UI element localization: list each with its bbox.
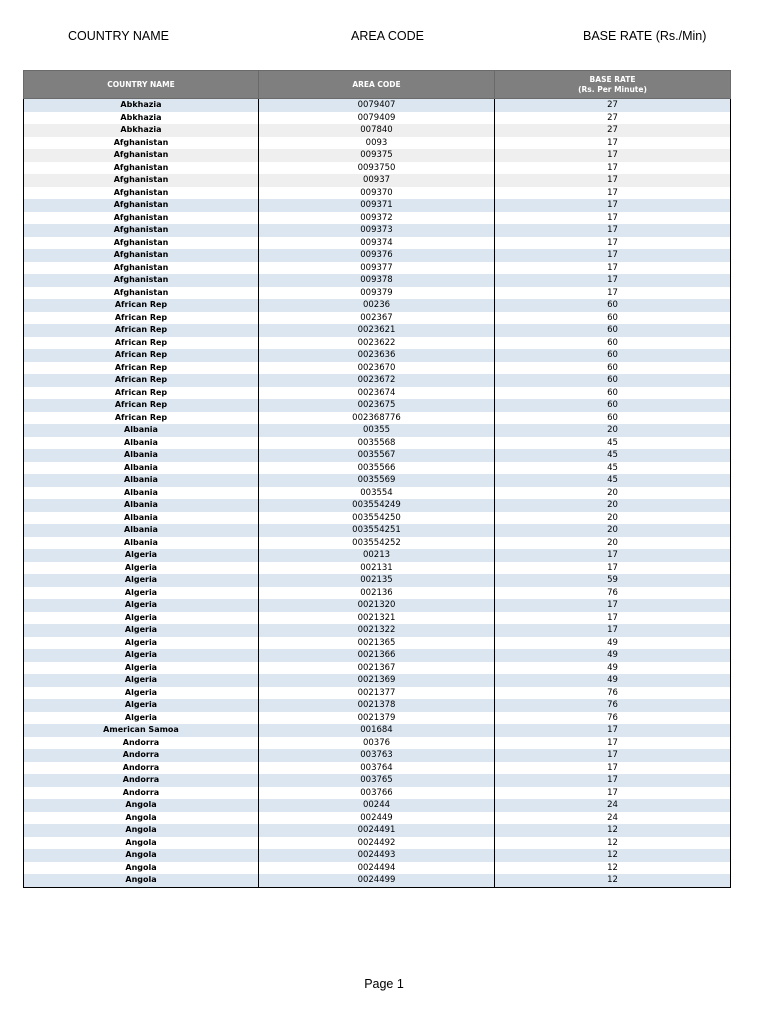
table-row xyxy=(24,199,731,212)
cell-base-rate: 76 xyxy=(495,699,731,712)
table-row xyxy=(24,712,731,725)
cell-country: Afghanistan xyxy=(24,287,259,300)
cell-country: Algeria xyxy=(24,624,259,637)
cell-country: Albania xyxy=(24,537,259,550)
column-header-row xyxy=(24,71,731,99)
cell-base-rate: 17 xyxy=(495,737,731,750)
table-row xyxy=(24,774,731,787)
cell-area-code: 0023622 xyxy=(259,337,495,350)
cell-area-code: 009377 xyxy=(259,262,495,275)
cell-area-code: 0021320 xyxy=(259,599,495,612)
rates-table xyxy=(23,70,731,888)
table-row xyxy=(24,624,731,637)
table-row xyxy=(24,262,731,275)
cell-base-rate: 17 xyxy=(495,187,731,200)
cell-area-code: 009372 xyxy=(259,212,495,225)
cell-area-code: 0024499 xyxy=(259,874,495,887)
cell-country: African Rep xyxy=(24,412,259,425)
cell-area-code: 003554250 xyxy=(259,512,495,525)
cell-country: Abkhazia xyxy=(24,99,259,112)
table-row xyxy=(24,849,731,862)
cell-area-code: 00937 xyxy=(259,174,495,187)
cell-base-rate: 12 xyxy=(495,862,731,875)
cell-country: Algeria xyxy=(24,549,259,562)
cell-base-rate: 17 xyxy=(495,749,731,762)
cell-country: Afghanistan xyxy=(24,262,259,275)
cell-base-rate: 49 xyxy=(495,637,731,650)
cell-country: Afghanistan xyxy=(24,187,259,200)
table-row xyxy=(24,99,731,112)
cell-country: Albania xyxy=(24,449,259,462)
cell-area-code: 0024493 xyxy=(259,849,495,862)
table-row xyxy=(24,787,731,800)
cell-base-rate: 12 xyxy=(495,849,731,862)
table-row xyxy=(24,124,731,137)
cell-base-rate: 59 xyxy=(495,574,731,587)
cell-country: Algeria xyxy=(24,637,259,650)
cell-country: Angola xyxy=(24,874,259,887)
cell-base-rate: 60 xyxy=(495,299,731,312)
cell-area-code: 0023674 xyxy=(259,387,495,400)
cell-country: African Rep xyxy=(24,337,259,350)
table-row xyxy=(24,287,731,300)
rates-table-body xyxy=(24,99,731,888)
cell-country: Angola xyxy=(24,824,259,837)
cell-base-rate: 60 xyxy=(495,337,731,350)
cell-country: Andorra xyxy=(24,787,259,800)
cell-base-rate: 17 xyxy=(495,787,731,800)
cell-base-rate: 17 xyxy=(495,624,731,637)
cell-base-rate: 17 xyxy=(495,774,731,787)
cell-base-rate: 17 xyxy=(495,599,731,612)
cell-area-code: 0024494 xyxy=(259,862,495,875)
table-row xyxy=(24,687,731,700)
cell-area-code: 002368776 xyxy=(259,412,495,425)
cell-area-code: 0021321 xyxy=(259,612,495,625)
cell-area-code: 002135 xyxy=(259,574,495,587)
table-row xyxy=(24,137,731,150)
cell-country: Algeria xyxy=(24,562,259,575)
cell-area-code: 009371 xyxy=(259,199,495,212)
cell-area-code: 0035569 xyxy=(259,474,495,487)
cell-country: Afghanistan xyxy=(24,224,259,237)
cell-area-code: 00355 xyxy=(259,424,495,437)
cell-base-rate: 24 xyxy=(495,799,731,812)
page-header xyxy=(0,29,768,47)
cell-base-rate: 49 xyxy=(495,674,731,687)
cell-country: Angola xyxy=(24,812,259,825)
table-row xyxy=(24,612,731,625)
cell-base-rate: 60 xyxy=(495,349,731,362)
cell-country: Algeria xyxy=(24,612,259,625)
cell-area-code: 0023670 xyxy=(259,362,495,375)
cell-base-rate: 17 xyxy=(495,149,731,162)
cell-country: Algeria xyxy=(24,712,259,725)
cell-base-rate: 17 xyxy=(495,249,731,262)
cell-base-rate: 17 xyxy=(495,174,731,187)
cell-country: Afghanistan xyxy=(24,174,259,187)
cell-area-code: 009373 xyxy=(259,224,495,237)
table-row xyxy=(24,512,731,525)
table-row xyxy=(24,424,731,437)
table-row xyxy=(24,549,731,562)
cell-country: Afghanistan xyxy=(24,249,259,262)
column-header-country: COUNTRY NAME xyxy=(24,71,259,99)
cell-base-rate: 60 xyxy=(495,412,731,425)
cell-base-rate: 45 xyxy=(495,474,731,487)
column-header-area-code: AREA CODE xyxy=(259,71,495,99)
cell-base-rate: 17 xyxy=(495,237,731,250)
table-row xyxy=(24,324,731,337)
cell-area-code: 003554249 xyxy=(259,499,495,512)
cell-area-code: 0021377 xyxy=(259,687,495,700)
cell-base-rate: 27 xyxy=(495,124,731,137)
header-base-rate: BASE RATE (Rs./Min) xyxy=(583,29,707,43)
cell-country: Algeria xyxy=(24,574,259,587)
cell-base-rate: 45 xyxy=(495,437,731,450)
table-row xyxy=(24,437,731,450)
cell-country: Albania xyxy=(24,424,259,437)
cell-country: Albania xyxy=(24,462,259,475)
cell-base-rate: 17 xyxy=(495,212,731,225)
table-row xyxy=(24,762,731,775)
cell-base-rate: 60 xyxy=(495,324,731,337)
cell-area-code: 002449 xyxy=(259,812,495,825)
cell-country: Angola xyxy=(24,862,259,875)
table-row xyxy=(24,337,731,350)
table-row xyxy=(24,474,731,487)
cell-country: Angola xyxy=(24,849,259,862)
cell-area-code: 007840 xyxy=(259,124,495,137)
cell-country: Afghanistan xyxy=(24,237,259,250)
table-row xyxy=(24,387,731,400)
cell-area-code: 003554251 xyxy=(259,524,495,537)
cell-base-rate: 17 xyxy=(495,274,731,287)
table-row xyxy=(24,537,731,550)
cell-area-code: 009376 xyxy=(259,249,495,262)
cell-base-rate: 20 xyxy=(495,524,731,537)
cell-country: Albania xyxy=(24,437,259,450)
cell-area-code: 0021367 xyxy=(259,662,495,675)
cell-country: Andorra xyxy=(24,749,259,762)
cell-base-rate: 76 xyxy=(495,687,731,700)
table-row xyxy=(24,587,731,600)
cell-area-code: 0093750 xyxy=(259,162,495,175)
cell-area-code: 00244 xyxy=(259,799,495,812)
cell-country: African Rep xyxy=(24,312,259,325)
cell-country: Algeria xyxy=(24,699,259,712)
cell-area-code: 0093 xyxy=(259,137,495,150)
cell-country: Afghanistan xyxy=(24,274,259,287)
cell-country: African Rep xyxy=(24,362,259,375)
table-row xyxy=(24,749,731,762)
table-row xyxy=(24,637,731,650)
cell-area-code: 003554 xyxy=(259,487,495,500)
cell-country: Afghanistan xyxy=(24,199,259,212)
table-row xyxy=(24,524,731,537)
cell-base-rate: 17 xyxy=(495,549,731,562)
cell-country: Afghanistan xyxy=(24,212,259,225)
cell-base-rate: 60 xyxy=(495,312,731,325)
table-row xyxy=(24,487,731,500)
cell-base-rate: 12 xyxy=(495,837,731,850)
cell-country: Afghanistan xyxy=(24,137,259,150)
cell-area-code: 0023636 xyxy=(259,349,495,362)
cell-base-rate: 17 xyxy=(495,762,731,775)
cell-country: African Rep xyxy=(24,349,259,362)
table-row xyxy=(24,562,731,575)
cell-area-code: 001684 xyxy=(259,724,495,737)
table-row xyxy=(24,499,731,512)
cell-area-code: 0021378 xyxy=(259,699,495,712)
cell-base-rate: 17 xyxy=(495,199,731,212)
table-row xyxy=(24,799,731,812)
cell-base-rate: 20 xyxy=(495,487,731,500)
table-row xyxy=(24,862,731,875)
cell-area-code: 0024492 xyxy=(259,837,495,850)
cell-base-rate: 49 xyxy=(495,649,731,662)
column-header-base-rate-line1: BASE RATE xyxy=(589,74,636,84)
table-row xyxy=(24,649,731,662)
cell-country: Andorra xyxy=(24,774,259,787)
cell-country: Abkhazia xyxy=(24,112,259,125)
cell-country: Albania xyxy=(24,487,259,500)
cell-country: African Rep xyxy=(24,374,259,387)
table-row xyxy=(24,249,731,262)
cell-base-rate: 12 xyxy=(495,824,731,837)
cell-area-code: 0035567 xyxy=(259,449,495,462)
cell-area-code: 0021322 xyxy=(259,624,495,637)
cell-base-rate: 20 xyxy=(495,499,731,512)
table-row xyxy=(24,674,731,687)
table-row xyxy=(24,737,731,750)
cell-area-code: 0021369 xyxy=(259,674,495,687)
cell-area-code: 00213 xyxy=(259,549,495,562)
cell-area-code: 0021365 xyxy=(259,637,495,650)
cell-base-rate: 60 xyxy=(495,374,731,387)
cell-base-rate: 45 xyxy=(495,449,731,462)
cell-country: African Rep xyxy=(24,299,259,312)
cell-base-rate: 17 xyxy=(495,562,731,575)
cell-area-code: 003763 xyxy=(259,749,495,762)
cell-country: Algeria xyxy=(24,674,259,687)
table-row xyxy=(24,462,731,475)
table-row xyxy=(24,149,731,162)
cell-country: Andorra xyxy=(24,737,259,750)
cell-area-code: 0021366 xyxy=(259,649,495,662)
cell-area-code: 009375 xyxy=(259,149,495,162)
column-header-base-rate xyxy=(495,71,731,99)
table-row xyxy=(24,174,731,187)
cell-area-code: 0024491 xyxy=(259,824,495,837)
table-row xyxy=(24,399,731,412)
cell-area-code: 003765 xyxy=(259,774,495,787)
column-header-base-rate-line2: (Rs. Per Minute) xyxy=(578,84,647,94)
cell-country: Algeria xyxy=(24,587,259,600)
cell-base-rate: 20 xyxy=(495,537,731,550)
cell-area-code: 0079407 xyxy=(259,99,495,112)
table-row xyxy=(24,412,731,425)
cell-base-rate: 76 xyxy=(495,712,731,725)
cell-country: Algeria xyxy=(24,687,259,700)
cell-country: Algeria xyxy=(24,662,259,675)
cell-base-rate: 45 xyxy=(495,462,731,475)
table-row xyxy=(24,812,731,825)
cell-country: Albania xyxy=(24,474,259,487)
table-row xyxy=(24,162,731,175)
table-row xyxy=(24,237,731,250)
cell-area-code: 009379 xyxy=(259,287,495,300)
page-number: Page 1 xyxy=(364,977,404,991)
cell-country: Andorra xyxy=(24,762,259,775)
cell-base-rate: 60 xyxy=(495,387,731,400)
cell-area-code: 0035568 xyxy=(259,437,495,450)
table-row xyxy=(24,362,731,375)
cell-base-rate: 27 xyxy=(495,99,731,112)
cell-base-rate: 60 xyxy=(495,362,731,375)
cell-base-rate: 20 xyxy=(495,512,731,525)
cell-area-code: 003554252 xyxy=(259,537,495,550)
header-country-name: COUNTRY NAME xyxy=(68,29,169,43)
cell-base-rate: 17 xyxy=(495,224,731,237)
table-row xyxy=(24,574,731,587)
cell-base-rate: 17 xyxy=(495,162,731,175)
cell-base-rate: 17 xyxy=(495,287,731,300)
header-area-code: AREA CODE xyxy=(351,29,424,43)
cell-base-rate: 17 xyxy=(495,724,731,737)
cell-area-code: 0023672 xyxy=(259,374,495,387)
cell-area-code: 003766 xyxy=(259,787,495,800)
cell-base-rate: 17 xyxy=(495,137,731,150)
cell-country: Algeria xyxy=(24,599,259,612)
cell-country: Albania xyxy=(24,512,259,525)
table-row xyxy=(24,299,731,312)
table-row xyxy=(24,374,731,387)
table-row xyxy=(24,599,731,612)
cell-country: Afghanistan xyxy=(24,162,259,175)
table-row xyxy=(24,449,731,462)
table-row xyxy=(24,212,731,225)
cell-country: Albania xyxy=(24,524,259,537)
cell-country: African Rep xyxy=(24,387,259,400)
cell-area-code: 009370 xyxy=(259,187,495,200)
cell-area-code: 0023621 xyxy=(259,324,495,337)
rates-table-head xyxy=(24,71,731,99)
table-row xyxy=(24,699,731,712)
table-row xyxy=(24,824,731,837)
cell-country: Abkhazia xyxy=(24,124,259,137)
cell-base-rate: 12 xyxy=(495,874,731,887)
cell-area-code: 00376 xyxy=(259,737,495,750)
cell-country: American Samoa xyxy=(24,724,259,737)
cell-country: Angola xyxy=(24,799,259,812)
cell-base-rate: 17 xyxy=(495,262,731,275)
cell-area-code: 0035566 xyxy=(259,462,495,475)
table-row xyxy=(24,662,731,675)
cell-area-code: 002367 xyxy=(259,312,495,325)
cell-base-rate: 20 xyxy=(495,424,731,437)
cell-area-code: 0023675 xyxy=(259,399,495,412)
cell-base-rate: 49 xyxy=(495,662,731,675)
cell-area-code: 009374 xyxy=(259,237,495,250)
table-row xyxy=(24,837,731,850)
table-row xyxy=(24,224,731,237)
table-row xyxy=(24,112,731,125)
table-row xyxy=(24,874,731,887)
cell-base-rate: 60 xyxy=(495,399,731,412)
cell-area-code: 009378 xyxy=(259,274,495,287)
cell-country: Angola xyxy=(24,837,259,850)
cell-country: African Rep xyxy=(24,399,259,412)
cell-base-rate: 76 xyxy=(495,587,731,600)
table-row xyxy=(24,312,731,325)
cell-area-code: 002131 xyxy=(259,562,495,575)
table-row xyxy=(24,349,731,362)
cell-base-rate: 24 xyxy=(495,812,731,825)
table-row xyxy=(24,274,731,287)
cell-country: African Rep xyxy=(24,324,259,337)
cell-base-rate: 17 xyxy=(495,612,731,625)
cell-area-code: 003764 xyxy=(259,762,495,775)
cell-base-rate: 27 xyxy=(495,112,731,125)
table-row xyxy=(24,187,731,200)
cell-area-code: 0079409 xyxy=(259,112,495,125)
cell-country: Afghanistan xyxy=(24,149,259,162)
cell-area-code: 0021379 xyxy=(259,712,495,725)
cell-country: Albania xyxy=(24,499,259,512)
cell-area-code: 00236 xyxy=(259,299,495,312)
cell-country: Algeria xyxy=(24,649,259,662)
cell-area-code: 002136 xyxy=(259,587,495,600)
table-row xyxy=(24,724,731,737)
